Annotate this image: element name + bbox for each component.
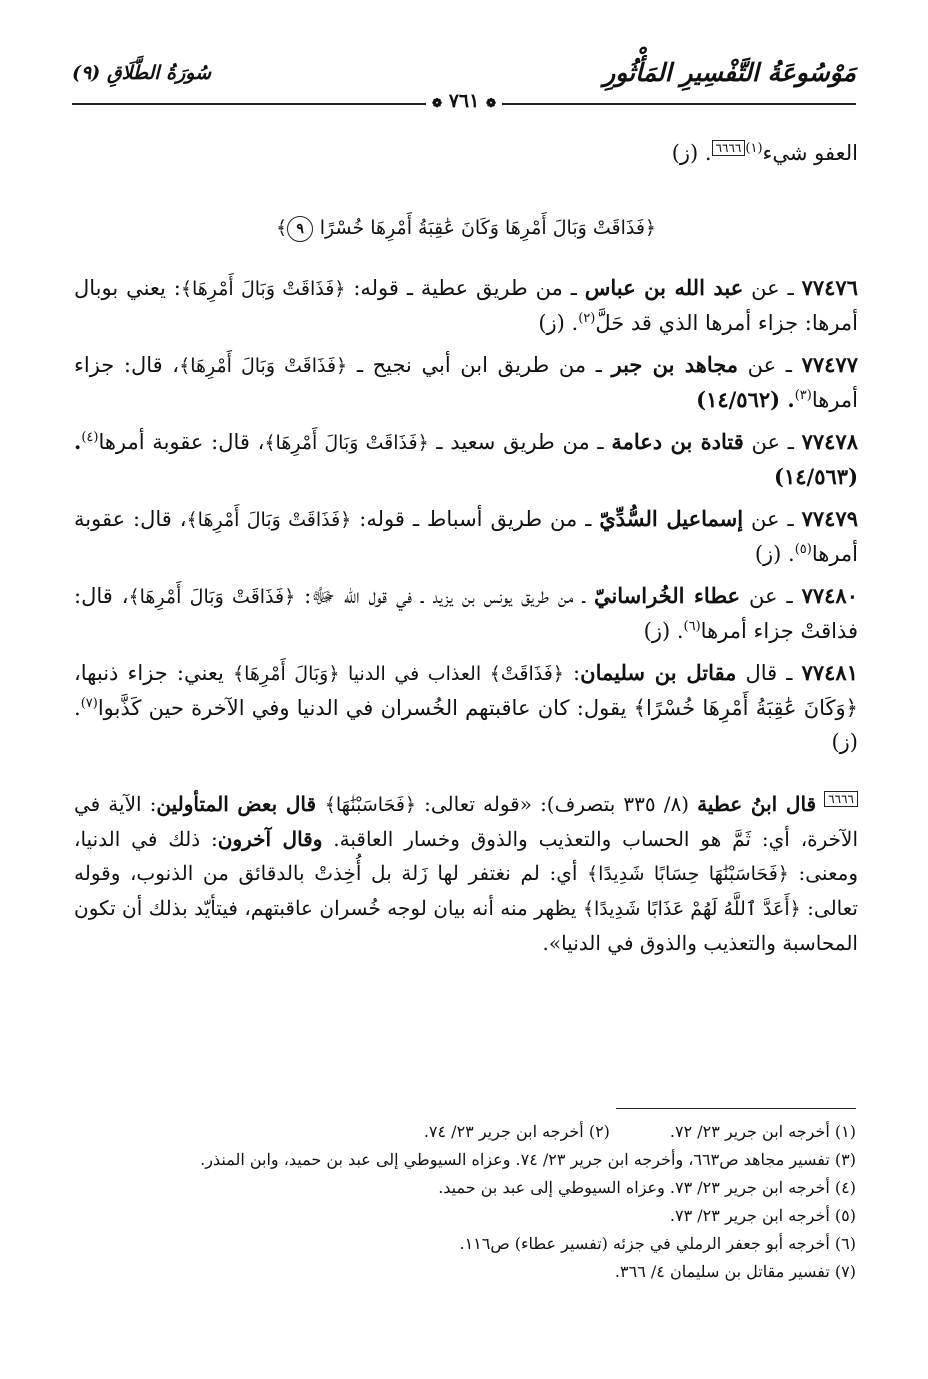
- ornament-icon: ❁: [485, 96, 496, 110]
- quran-quote: ﴿فَذَاقَتْ﴾ العذاب في الدنيا ﴿وَبَالَ أَمْرِهَا﴾: [232, 663, 564, 685]
- entry-number: ٧٧٤٧٧: [801, 352, 858, 377]
- narrator-name: إسماعيل السُّدِّيّ: [599, 506, 744, 531]
- ayah-number: ٩: [287, 216, 313, 242]
- quran-verse: [74, 210, 858, 245]
- entry-text: ـ من طريق عطية ـ قوله:: [345, 276, 585, 300]
- footnote-1: (١) أخرجه ابن جرير ٢٣/ ٧٢.: [669, 1122, 856, 1141]
- verse-text: فَذَاقَتْ وَبَالَ أَمْرِهَا وَكَانَ عَٰقِبَةُ أَمْرِهَا خُسْرًا: [319, 217, 645, 239]
- entry-text: ـ عن: [743, 276, 802, 300]
- commentary-note: [74, 787, 858, 960]
- footnote-ref: (٤): [81, 430, 99, 445]
- entry-text: ـ من طريق يونس بن يزيد ـ في قول الله ﷻ:: [295, 584, 594, 608]
- footnote-ref: (١): [745, 141, 763, 156]
- footnote-3: (٣) تفسير مجاهد ص٦٦٣، وأخرجه ابن جرير ٢٣/ ٧٤. وعزاه السيوطي إلى عبد بن حميد، وابن المنذر.: [200, 1150, 856, 1169]
- entry-77478: [74, 425, 858, 494]
- verse-open-bracket: ﴿: [644, 217, 657, 239]
- commentary-ref: (٨/ ٣٣٥ بتصرف): «قوله تعالى:: [416, 792, 698, 816]
- commentary-text: أي: لم نغتفر لها زَلة بل أُخِذتْ بالدقائق من الذنوب، وقوله تعالى:: [74, 861, 858, 920]
- entry-source: . (١٤/٥٦٣): [74, 429, 858, 489]
- entry-source: . (١٤/٥٦٢): [696, 387, 795, 412]
- intro-line: [74, 136, 858, 170]
- footnote-4: (٤) أخرجه ابن جرير ٢٣/ ٧٣. وعزاه السيوطي إلى عبد بن حميد.: [438, 1178, 856, 1197]
- footnote-5: (٥) أخرجه ابن جرير ٢٣/ ٧٣.: [669, 1206, 856, 1225]
- commentary-bold: قال بعض المتأولين: [156, 792, 325, 816]
- surah-title: سُورَةُ الطَّلَاقِ (٩): [72, 62, 212, 84]
- footnote-ref: (٢): [578, 311, 596, 326]
- verse-close-bracket: ﴾: [275, 217, 288, 239]
- footnote-ref: (٧): [80, 696, 98, 711]
- footnote-ref: (٣): [794, 388, 812, 403]
- quran-quote: ﴿فَحَاسَبْنَٰهَا حِسَابًا شَدِيدًا﴾: [587, 863, 789, 885]
- intro-tail: . (ز): [671, 141, 712, 165]
- book-title: مَوْسُوعَةُ التَّفْسِيرِ المَأْثُورِ: [603, 58, 856, 87]
- entry-text: ـ من طريق أسباط ـ قوله:: [351, 507, 600, 531]
- footnote-ref: (٥): [794, 542, 812, 557]
- entry-77480: [74, 579, 858, 648]
- narrator-name: قتادة بن دعامة: [611, 429, 744, 454]
- entry-number: ٧٧٤٨١: [801, 660, 858, 685]
- footnotes: [74, 1118, 856, 1286]
- entry-source: . (ز): [643, 619, 684, 643]
- footnote-row: [74, 1118, 856, 1146]
- commentary-text: يظهر منه أنه بيان لوجه خُسران عاقبتهم، فيتأيّد بذلك أن تكون المحاسبة والتعذيب والذوق في الدنيا».: [74, 896, 858, 955]
- entry-number: ٧٧٤٧٦: [801, 275, 858, 300]
- quran-quote: ﴿فَذَاقَتْ وَبَالَ أَمْرِهَا﴾: [180, 278, 346, 300]
- footnote-2: (٢) أخرجه ابن جرير ٢٣/ ٧٤.: [423, 1122, 610, 1141]
- entry-text: ـ من طريق سعيد ـ: [428, 430, 612, 454]
- footnote-7: (٧) تفسير مقاتل بن سليمان ٤/ ٣٦٦.: [614, 1262, 856, 1281]
- narrator-name: مقاتل بن سليمان: [580, 660, 737, 685]
- quran-quote: ﴿فَحَاسَبْنَٰهَا﴾: [324, 794, 417, 816]
- entry-text: ـ عن: [743, 507, 802, 531]
- header-line-right: [496, 103, 856, 105]
- entry-number: ٧٧٤٧٩: [801, 506, 858, 531]
- entry-77477: [74, 348, 858, 417]
- footnote-6: (٦) أخرجه أبو جعفر الرملي في جزئه (تفسير عطاء) ص١١٦.: [459, 1234, 856, 1253]
- note-ref-box: ٦٦٦٦: [824, 791, 858, 807]
- footnote-rule: [616, 1108, 856, 1109]
- entry-text: ، قال: عقوبة أمرها: [98, 430, 265, 454]
- entry-text: ـ عن: [743, 430, 802, 454]
- entry-77479: [74, 502, 858, 571]
- entry-text: ـ عن: [740, 584, 802, 608]
- entry-text: ـ عن: [738, 353, 802, 377]
- entry-text: ـ من طريق ابن أبي نجيح ـ: [347, 353, 612, 377]
- commentator-name: قال ابنُ عطية: [697, 792, 817, 816]
- entry-number: ٧٧٤٨٠: [801, 583, 858, 608]
- entry-text: ، قال: جزاء أمرها: [74, 353, 858, 412]
- section-gap: [74, 767, 858, 787]
- entry-text: :: [563, 661, 581, 685]
- commentary-text: : ذلك في الدنيا، ومعنى:: [74, 827, 858, 885]
- note-ref-box: ٦٦٦٦: [712, 140, 746, 156]
- main-text: [74, 136, 858, 960]
- commentary-bold: وقال آخرون: [217, 827, 323, 851]
- intro-text: العفو شيء: [762, 141, 858, 165]
- page-number-block: [426, 90, 502, 112]
- entry-source: . (ز): [74, 696, 858, 754]
- quran-quote: ﴿فَذَاقَتْ وَبَالَ أَمْرِهَا﴾: [128, 586, 296, 608]
- quran-quote: ﴿فَذَاقَتْ وَبَالَ أَمْرِهَا﴾: [264, 432, 429, 454]
- entry-text: ، قال: فذاقتْ جزاء أمرها: [74, 584, 858, 643]
- entry-77481: [74, 656, 858, 759]
- entry-source: . (ز): [754, 542, 795, 566]
- entry-source: . (ز): [538, 311, 579, 335]
- commentary-text: : الآية في الآخرة، أي: ثَمَّ هو الحساب والتعذيب والذوق وخسار العاقبة.: [74, 792, 859, 851]
- entry-number: ٧٧٤٧٨: [801, 429, 858, 454]
- entry-text: : يعني بوبال أمرها: جزاء أمرها الذي قد حَلَّ: [74, 276, 858, 335]
- entry-text: ـ قال: [736, 661, 802, 685]
- header-line-left: [72, 103, 432, 105]
- entry-text: يعني: جزاء ذنبها، ﴿وَكَانَ عَٰقِبَةُ أَمْرِهَا خُسْرًا﴾ يقول: كان عاقبتهم الخُسران في الدنيا وفي الآخرة حين كَذَّبوا: [74, 661, 858, 720]
- quran-quote: ﴿فَذَاقَتْ وَبَالَ أَمْرِهَا﴾: [186, 509, 352, 531]
- footnote-ref: (٦): [683, 619, 701, 634]
- narrator-name: مجاهد بن جبر: [611, 352, 739, 377]
- ornament-icon: ❁: [432, 96, 443, 110]
- quran-quote: ﴿أَعَدَّ ٱللَّهُ لَهُمْ عَذَابًا شَدِيدًا﴾: [582, 898, 801, 920]
- narrator-name: عطاء الخُراسانيّ: [593, 583, 741, 608]
- quran-quote: ﴿فَذَاقَتْ وَبَالَ أَمْرِهَا﴾: [179, 355, 348, 377]
- page-number: ٧٦١: [448, 90, 480, 112]
- narrator-name: عبد الله بن عباس: [584, 275, 744, 300]
- entry-text: ، قال: عقوبة أمرها: [74, 507, 858, 566]
- entry-77476: [74, 271, 858, 340]
